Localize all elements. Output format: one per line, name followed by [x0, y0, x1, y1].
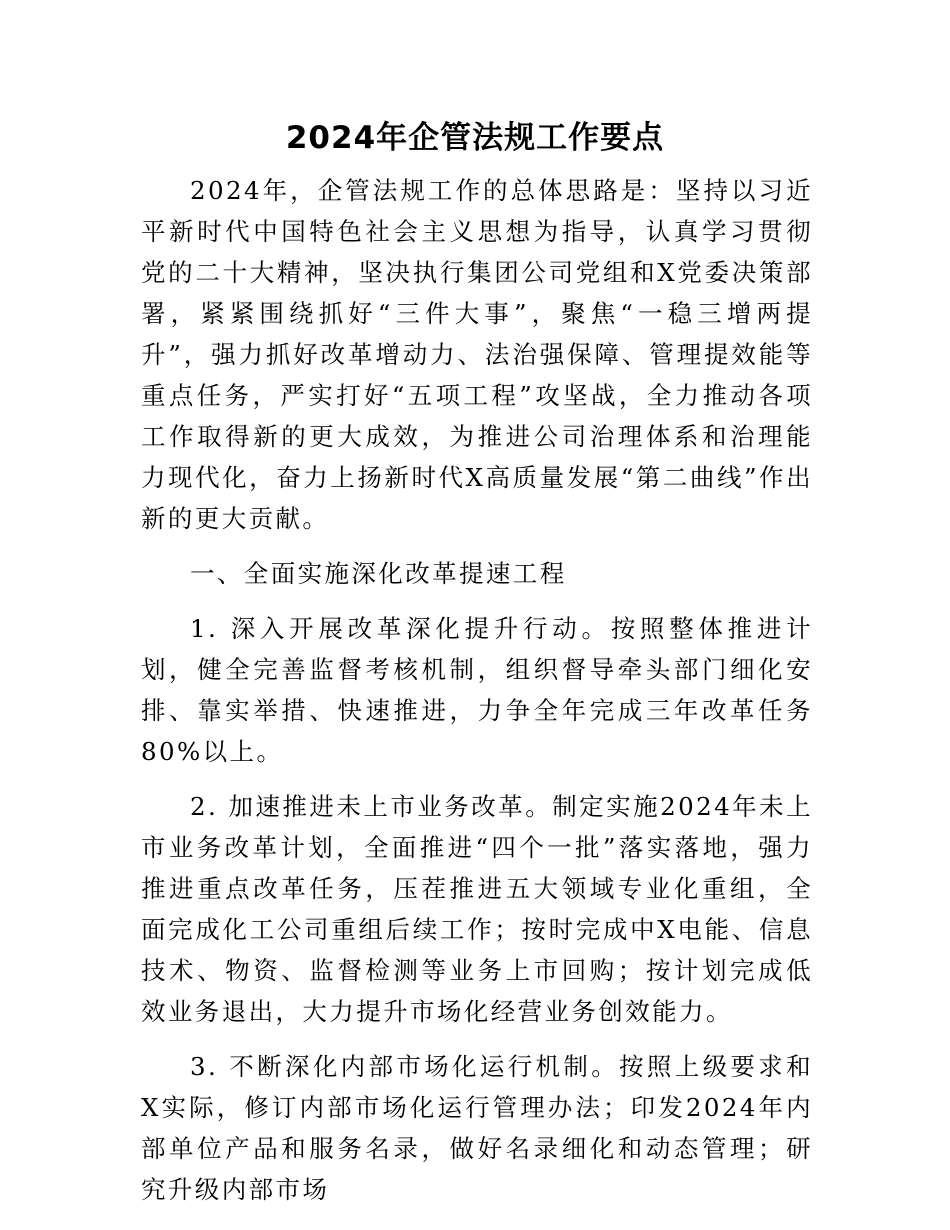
intro-paragraph: 2024年，企管法规工作的总体思路是：坚持以习近平新时代中国特色社会主义思想为指导，认真学习贯彻党的二十大精神，坚决执行集团公司党组和X党委决策部署，紧紧围绕抓好“三件大事”，聚焦“一稳三增两提升”，强力抓好改革增动力、法治强保障、管理提效能等重点任务，严实打好“五项工程”攻坚战，全力推动各项工作取得新的更大成效，为推进公司治理体系和治理能力现代化，奋力上扬新时代X高质量发展“第二曲线”作出新的更大贡献。: [141, 176, 813, 533]
section-heading: 一、全面实施深化改革提速工程: [190, 559, 567, 588]
list-item: 1. 深入开展改革深化提升行动。按照整体推进计划，健全完善监督考核机制，组织督导牵头部门细化安排、靠实举措、快速推进，力争全年完成三年改革任务80%以上。: [141, 614, 813, 766]
list-item: 3. 不断深化内部市场化运行机制。按照上级要求和X实际，修订内部市场化运行管理办法；印发2024年内部单位产品和服务名录，做好名录细化和动态管理；研究升级内部市场: [141, 1052, 813, 1204]
list-item: 2. 加速推进未上市业务改革。制定实施2024年未上市业务改革计划，全面推进“四个一批”落实落地，强力推进重点改革任务，压茬推进五大领域专业化重组，全面完成化工公司重组后续工作；按时完成中X电能、信息技术、物资、监督检测等业务上市回购；按计划完成低效业务退出，大力提升市场化经营业务创效能力。: [141, 792, 813, 1026]
document-body: [141, 170, 813, 1210]
document-title: 2024年企管法规工作要点: [285, 120, 665, 156]
